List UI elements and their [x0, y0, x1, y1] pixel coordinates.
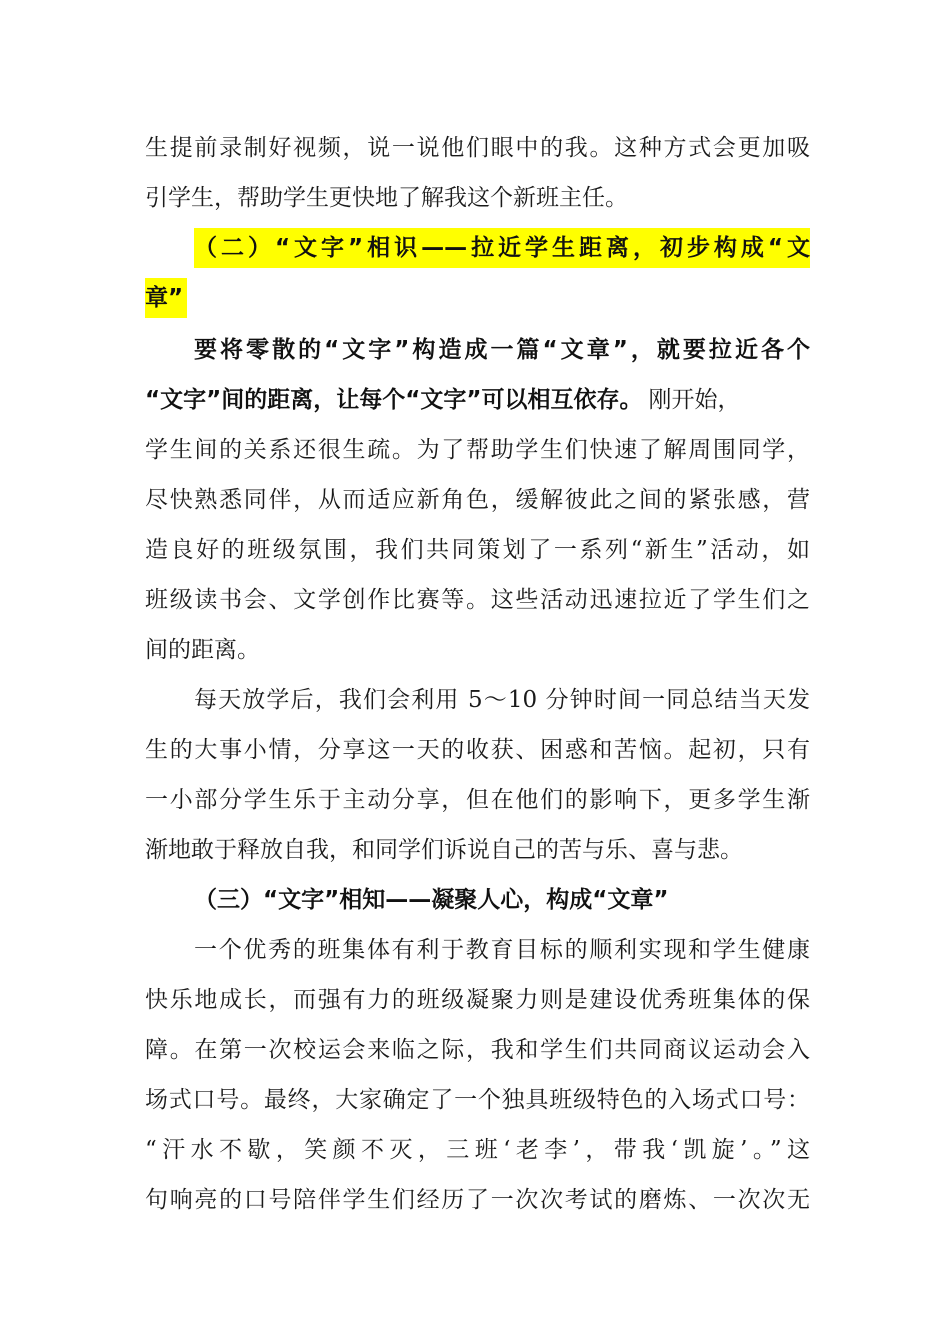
paragraph-line: 引学生，帮助学生更快地了解我这个新班主任。 [145, 185, 628, 211]
paragraph-line: 生的大事小情，分享这一天的收获、困惑和苦恼。起初，只有 [145, 737, 810, 763]
paragraph-line: 句响亮的口号陪伴学生们经历了一次次考试的磨炼、一次次无 [145, 1187, 810, 1213]
section-heading-3: （三）“文字”相知——凝聚人心，构成“文章” [194, 887, 669, 913]
paragraph-line: 学生间的关系还很生疏。为了帮助学生们快速了解周围同学， [145, 437, 810, 463]
section-heading-2: （二）“文字”相识——拉近学生距离，初步构成“文 [194, 228, 810, 268]
paragraph-line: “汗水不歇，笑颜不灭，三班‘老李’，带我‘凯旋’。”这 [145, 1137, 810, 1163]
paragraph-line: 场式口号。最终，大家确定了一个独具班级特色的入场式口号： [145, 1087, 810, 1113]
paragraph-line: 间的距离。 [145, 637, 260, 663]
paragraph-line-bold: 要将零散的“文字”构造成一篇“文章”，就要拉近各个 [194, 337, 810, 363]
paragraph-line: 快乐地成长，而强有力的班级凝聚力则是建设优秀班集体的保 [145, 987, 810, 1013]
paragraph-line: 每天放学后，我们会利用 5～10 分钟时间一同总结当天发 [194, 687, 810, 713]
paragraph-line-mixed [145, 380, 810, 420]
bold-segment: “文字”间的距离，让每个“文字”可以相互依存。 [145, 387, 643, 413]
section-heading-2-continued: 章” [145, 278, 187, 318]
paragraph-line: 一个优秀的班集体有利于教育目标的顺利实现和学生健康 [194, 937, 810, 963]
normal-segment: 刚开始， [648, 387, 741, 413]
paragraph-line: 造良好的班级氛围，我们共同策划了一系列“新生”活动，如 [145, 537, 810, 563]
paragraph-line: 生提前录制好视频，说一说他们眼中的我。这种方式会更加吸 [145, 135, 810, 161]
paragraph-line: 一小部分学生乐于主动分享，但在他们的影响下，更多学生渐 [145, 787, 810, 813]
paragraph-line: 尽快熟悉同伴，从而适应新角色，缓解彼此之间的紧张感，营 [145, 487, 810, 513]
paragraph-line: 障。在第一次校运会来临之际，我和学生们共同商议运动会入 [145, 1037, 810, 1063]
paragraph-line: 渐地敢于释放自我，和同学们诉说自己的苦与乐、喜与悲。 [145, 837, 743, 863]
paragraph-line: 班级读书会、文学创作比赛等。这些活动迅速拉近了学生们之 [145, 587, 810, 613]
